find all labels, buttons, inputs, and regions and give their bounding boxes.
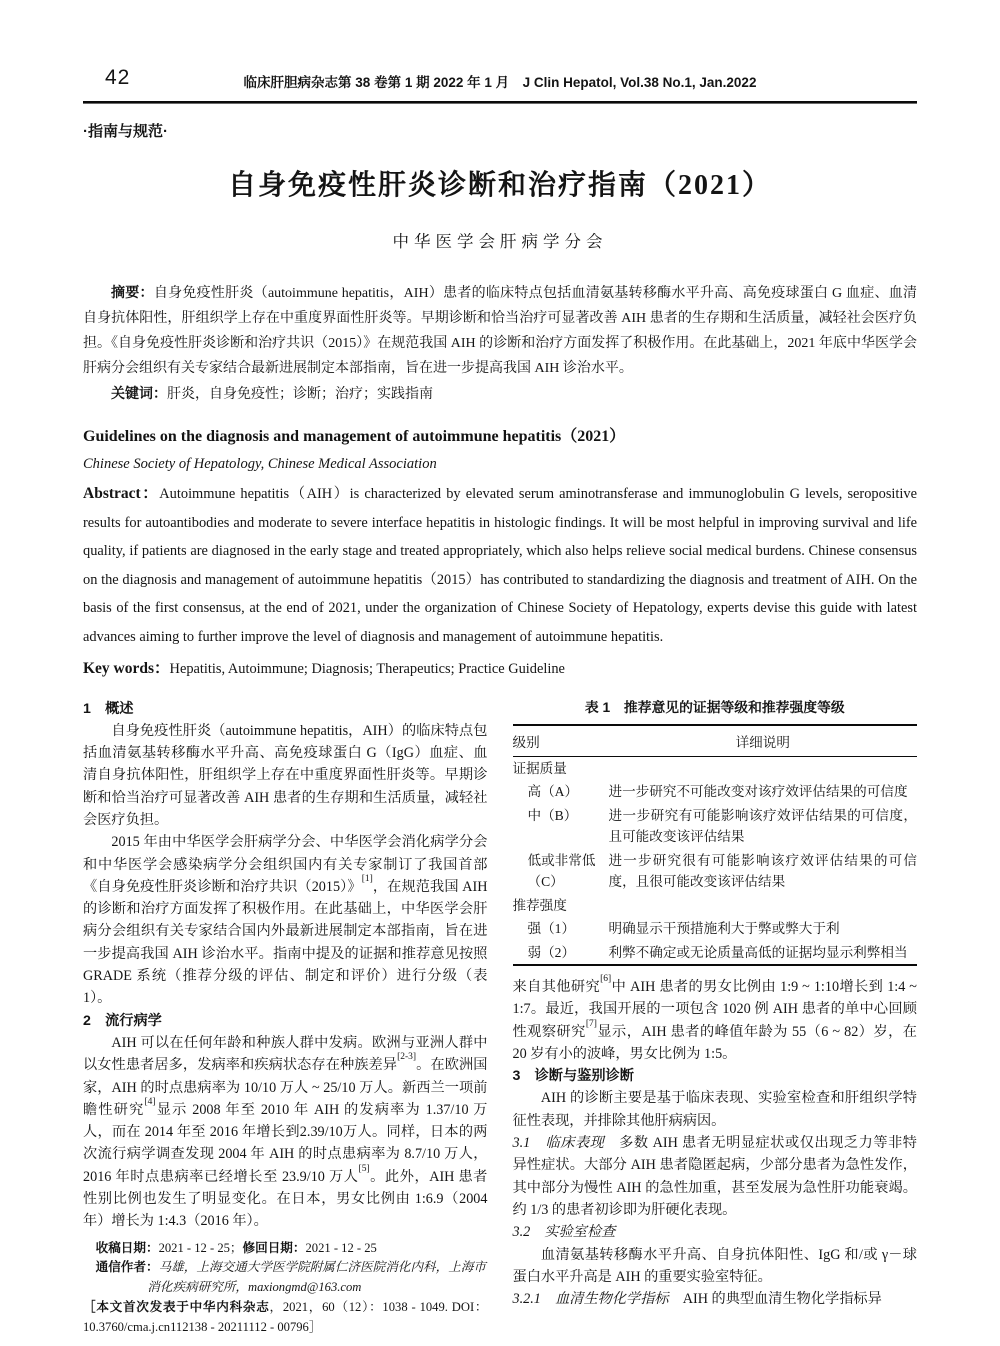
- section-3-2-1-paragraph: [513, 1288, 918, 1310]
- body-columns: [83, 698, 917, 1346]
- reference-superscript: [6]: [600, 974, 612, 984]
- en-keywords-label: Key words：: [83, 660, 170, 677]
- table-1: [513, 698, 918, 967]
- corresponding-author-label: 通信作者：: [95, 1260, 159, 1275]
- table-group-row: 证据质量: [512, 760, 567, 776]
- left-column: [83, 698, 488, 1346]
- first-published-label: ［本文首次发表于中华内科杂志: [83, 1299, 270, 1314]
- section-3-1-paragraph: [513, 1132, 918, 1221]
- received-revised-line: [83, 1239, 488, 1259]
- section-2-heading: 2 流行病学: [83, 1012, 162, 1029]
- revised-label: 修回日期：: [242, 1240, 306, 1255]
- corresponding-author-text: 马雄，上海交通大学医学院附属仁济医院消化内科，上海市消化疾病研究所，maxiongmd@163.com: [147, 1260, 486, 1295]
- table-caption: 表 1 推荐意见的证据等级和推荐强度等级: [584, 699, 845, 715]
- en-abstract-text: Autoimmune hepatitis（AIH）is characterized by elevated serum aminotransferase and immunoglobulin G levels, seropositive results for autoantibodies and moderate to severe interface hepatitis in histologic findings. It will be most helpful in improving survival and life quality, if patients are diagnosed in the early stage and treated appropriately, which also helps relieve social medical burdens. Chinese consensus on the diagnosis and management of autoimmune hepatitis（2015）has contributed to standardizing the diagnosis and treatment of AIH. On the basis of the first consensus, at the end of 2021, under the organization of Chinese Society of Hepatology, experts devise this guide with latest advances aiming to further improve the level of diagnosis and management of autoimmune hepatitis.: [83, 486, 917, 645]
- table-header-desc: 详细说明: [735, 734, 790, 750]
- table-group-row: 推荐强度: [512, 897, 567, 913]
- running-head: [83, 66, 917, 92]
- table-cell-level: 弱（2）: [527, 944, 576, 960]
- table-row: [513, 917, 918, 941]
- en-abstract-label: Abstract：: [83, 485, 160, 502]
- reference-superscript: [5]: [358, 1163, 370, 1174]
- table-cell-desc: 进一步研究很有可能影响该疗效评估结果的可信度，且很可能改变该评估结果: [608, 852, 917, 889]
- cn-abstract: [83, 280, 917, 407]
- table: [513, 724, 918, 967]
- received-date: 2021 - 12 - 25；: [158, 1240, 243, 1255]
- table-row: [513, 780, 918, 804]
- section-3-2-1-label: 3.2.1 血清生物化学指标: [512, 1291, 669, 1308]
- cn-keywords-label: 关键词：: [111, 385, 167, 401]
- section-3-2-paragraph: 血清氨基转移酶水平升高、自身抗体阳性、IgG 和/或 γ－球蛋白水平升高是 AIH 的重要实验室特征。: [512, 1246, 917, 1285]
- en-keywords-text: Hepatitis, Autoimmune; Diagnosis; Therapeutics; Practice Guideline: [169, 661, 565, 677]
- epidemiology-continued-paragraph: 来自其他研究[6]中 AIH 患者的男女比例由 1:9 ~ 1:10增长到 1:4 ~ 1:7。最近，我国开展的一项包含 1020 例 AIH 患者的单中心回顾性观察研究[7]显示，AIH 患者的峰值年龄为 55（6 ~ 82）岁，在 20 岁有小的波峰，男女比例为 1:5。: [512, 974, 917, 1062]
- section-3-2-1-text: AIH 的典型血清生物化学指标异: [668, 1291, 882, 1308]
- first-published-text: ，2021，60（12）：1038 - 1049. DOI：10.3760/cma.j.cn112138 - 20211112 - 00796］: [83, 1299, 488, 1334]
- table-header-row: [513, 726, 918, 757]
- table-cell-desc: 进一步研究有可能影响该疗效评估结果的可信度，且可能改变该评估结果: [608, 807, 917, 844]
- en-keywords-line: [83, 655, 917, 684]
- revised-date: 2021 - 12 - 25: [305, 1240, 377, 1255]
- reference-superscript: [7]: [585, 1018, 597, 1029]
- cn-abstract-text: 自身免疫性肝炎（autoimmune hepatitis，AIH）患者的临床特点包括血清氨基转移酶水平升高、高免疫球蛋白 G 血症、血清自身抗体阳性，肝组织学上存在中重度界面性肝炎等。早期诊断和恰当治疗可显著改善 AIH 患者的生存期和生活质量，减轻社会医疗负担。《自身免疫性肝炎诊断和治疗共识（2015）》在规范我国 AIH 的诊断和治疗方面发挥了积极作用。在此基础上，2021 年底中华医学会肝病分会组织有关专家结合最新进展制定本部指南，旨在进一步提高我国 AIH 诊治水平。: [83, 286, 918, 376]
- table-header-level: 级别: [512, 734, 540, 750]
- reference-superscript: [1]: [361, 873, 373, 884]
- table-cell-level: 强（1）: [527, 921, 576, 936]
- table-row: [513, 941, 918, 965]
- section-3-2-heading: 3.2 实验室检查: [512, 1224, 616, 1241]
- reference-superscript: [4]: [144, 1096, 156, 1107]
- cn-keywords-text: 肝炎，自身免疫性；诊断；治疗；实践指南: [167, 387, 433, 402]
- section-3-heading: 3 诊断与鉴别诊断: [512, 1068, 634, 1085]
- en-title: Guidelines on the diagnosis and management of autoimmune hepatitis（2021）: [83, 428, 626, 445]
- received-label: 收稿日期：: [95, 1240, 159, 1255]
- table-cell-level: 高（A）: [527, 784, 579, 799]
- section-3-paragraph-1: AIH 的诊断主要是基于临床表现、实验室检查和肝组织学特征性表现，并排除其他肝病病因。: [512, 1090, 917, 1129]
- table-cell-desc: 明确显示干预措施利大于弊或弊大于利: [608, 921, 840, 936]
- table-row: [513, 849, 918, 894]
- corresponding-author-line: [95, 1258, 487, 1298]
- table-cell-desc: 进一步研究不可能改变对该疗效评估结果的可信度: [608, 784, 908, 799]
- en-authors: Chinese Society of Hepatology, Chinese Medical Association: [83, 456, 437, 472]
- right-column: [513, 698, 918, 1346]
- reference-superscript: [2-3]: [397, 1052, 417, 1063]
- article-author: 中华医学会肝病学分会: [392, 232, 608, 251]
- cn-abstract-paragraph: [83, 280, 917, 381]
- page-number: 42: [105, 66, 131, 89]
- section-2-paragraph-1: AIH 可以在任何年龄和种族人群中发病。欧洲与亚洲人群中以女性患者居多，发病率和疾病状态存在种族差异[2-3]。在欧洲国家，AIH 的时点患病率为 10/10 万人 ~ 25/10 万人。新西兰一项前瞻性研究[4]显示 2008 年至 2010 年 AIH 的发病率为 1.37/10 万人，而在 2014 年至 2016 年增长到2.39/10万人。同样，日本的两次流行病学调查发现 2004 年 AIH 的时点患病率为 8.7/10 万人，2016 年时点患病率已经增长至 23.9/10 万人[5]。此外，AIH 患者性别比例也发生了明显变化。在日本，男女比例由 1:6.9（2004 年）增长为 1:4.3（2016 年）。: [83, 1034, 488, 1230]
- en-abstract: [83, 480, 917, 651]
- section-1-heading: 1 概述: [83, 700, 134, 717]
- footnote: [83, 1239, 488, 1346]
- section-tag: ·指南与规范·: [83, 123, 168, 140]
- section-3-1-label: 3.1 临床表现: [512, 1135, 605, 1152]
- section-1-paragraph-2: 2015 年由中华医学会肝病学分会、中华医学会消化病学分会和中华医学会感染病学分会组织国内有关专家制订了我国首部《自身免疫性肝炎诊断和治疗共识（2015）》[1]，在规范我国 AIH 的诊断和治疗方面发挥了积极作用。在此基础上，中华医学会肝病分会组织有关专家结合国内外最新进展制定本部指南，旨在进一步提高我国 AIH 诊治水平。指南中提及的证据和推荐意见按照 GRADE 系统（推荐分级的评估、制定和评价）进行分级（表 1）。: [83, 834, 488, 1007]
- cn-abstract-label: 摘要：: [111, 284, 154, 300]
- article-title: 自身免疫性肝炎诊断和治疗指南（2021）: [227, 170, 772, 201]
- header-rule: [83, 101, 917, 104]
- table-cell-desc: 利弊不确定或无论质量高低的证据均显示利弊相当: [608, 944, 908, 960]
- table-cell-level: 低或非常低（C）: [527, 852, 596, 889]
- section-3-1-text: 多数 AIH 患者无明显症状或仅出现乏力等非特异性症状。大部分 AIH 患者隐匿起病，少部分患者为急性发作，其中部分为慢性 AIH 的急性加重，甚至发展为急性肝功能衰竭。约 1/3 的患者初诊即为肝硬化表现。: [512, 1135, 917, 1218]
- first-published-line: [83, 1298, 488, 1338]
- table-cell-level: 中（B）: [527, 807, 578, 823]
- table-row: [513, 804, 918, 849]
- cn-keywords-line: [83, 381, 917, 407]
- journal-header: 临床肝胆病杂志第 38 卷第 1 期 2022 年 1 月 J Clin Hepatol, Vol.38 No.1, Jan.2022: [243, 75, 757, 90]
- table-body: [513, 757, 918, 965]
- section-1-paragraph-1: 自身免疫性肝炎（autoimmune hepatitis，AIH）的临床特点包括血清氨基转移酶水平升高、高免疫球蛋白 G（IgG）血症、血清自身抗体阳性，肝组织学上存在中重度界面性肝炎等。早期诊断和恰当治疗可显著改善 AIH 患者的生存期和生活质量，减轻社会医疗负担。: [83, 722, 488, 828]
- en-block: [83, 425, 917, 684]
